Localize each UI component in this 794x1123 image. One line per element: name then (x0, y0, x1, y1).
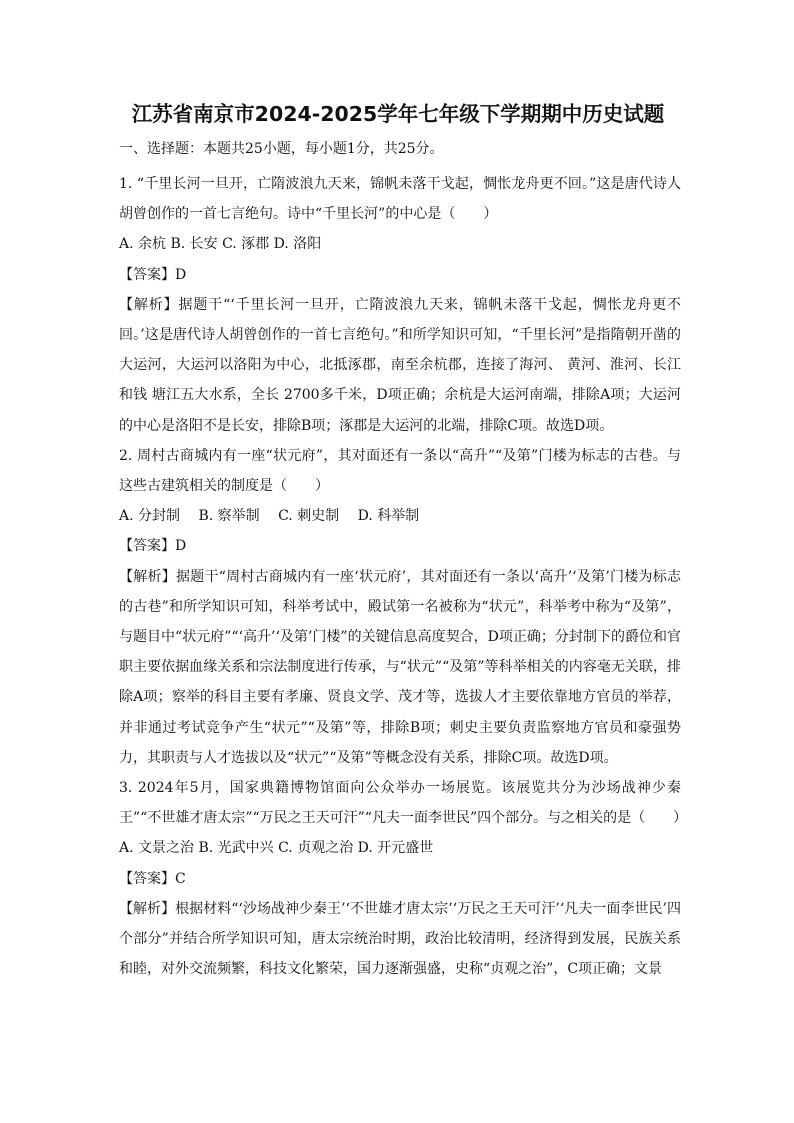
question-3 (119, 773, 688, 984)
question-options: A. 余杭 B. 长安 C. 涿郡 D. 洛阳 (119, 236, 322, 253)
question-1 (119, 169, 681, 441)
section-heading: 一、选择题：本题共25小题，每小题1分，共25分。 (119, 141, 444, 157)
question-analysis: 【解析】根据材料“‘沙场战神少秦王’‘不世雄才唐太宗’‘万民之王天可汗’‘凡夫一面李世民’四个部分”并结合所学知识可知，唐太宗统治时期，政治比较清明，经济得到发展，民族关系和睦，对外交流频繁，科技文化繁荣，国力逐渐强盛，史称“贞观之治”，C项正确；文景 (119, 900, 681, 978)
question-answer: 【答案】D (119, 266, 187, 283)
question-options: A. 文景之治 B. 光武中兴 C. 贞观之治 D. 开元盛世 (119, 840, 434, 857)
question-stem: 2. 周村古商城内有一座“状元府”，其对面还有一条以“高升”“及第”门楼为标志的古巷。与这些古建筑相关的制度是（ ） (119, 447, 681, 495)
question-answer: 【答案】D (119, 538, 187, 555)
page-title: 江苏省南京市2024-2025学年七年级下学期期中历史试题 (131, 102, 665, 126)
question-options: A. 分封制 B. 察举制 C. 刺史制 D. 科举制 (119, 508, 420, 525)
question-stem: 3. 2024年5月，国家典籍博物馆面向公众举办一场展览。该展览共分为沙场战神少秦王”“不世雄才唐太宗”“万民之王天可汗”“凡夫一面李世民”四个部分。与之相关的是（ ） (119, 780, 688, 827)
question-stem: 1. “千里长河一旦开，亡隋波浪九天来，锦帆未落干戈起，惆怅龙舟更不回。”这是唐代诗人胡曾创作的一首七言绝句。诗中“千里长河”的中心是（ ） (119, 176, 681, 223)
question-answer: 【答案】C (119, 870, 186, 887)
question-analysis: 【解析】据题干“周村古商城内有一座‘状元府’，其对面还有一条以‘高升’‘及第’门楼为标志的古巷”和所学知识可知，科举考试中，殿试第一名被称为“状元”，科举考中称为“及第”，与题目中“状元府”“‘高升’‘及第’门楼”的关键信息高度契合，D项正确；分封制下的爵位和官职主要依据血缘关系和宗法制度进行传承，与“状元”“及第”等科举相关的内容毫无关联，排除A项；察举的科目主要有孝廉、贤良文学、茂才等，选拔人才主要依靠地方官员的举荐，并非通过考试竞争产生“状元”“及第”等，排除B项；刺史主要负责监察地方官员和豪强势力，其职责与人才选拔以及“状元”“及第”等概念没有关系，排除C项。故选D项。 (119, 568, 681, 766)
document-page (119, 100, 688, 984)
question-analysis: 【解析】据题干“‘千里长河一旦开，亡隋波浪九天来，锦帆未落干戈起，惆怅龙舟更不回。’这是唐代诗人胡曾创作的一首七言绝句。”和所学知识可知，“千里长河”是指隋朝开凿的大运河，大运河以洛阳为中心，北抵涿郡，南至余杭郡，连接了海河、 黄河、淮河、长江和钱 塘江五大水系，全长 2700多千米，D项正确；余杭是大运河南端，排除A项；大运河的中心是洛阳不是长安，排除B项；涿郡是大运河的北端，排除C项。故选D项。 (119, 296, 681, 434)
question-2 (119, 441, 681, 773)
